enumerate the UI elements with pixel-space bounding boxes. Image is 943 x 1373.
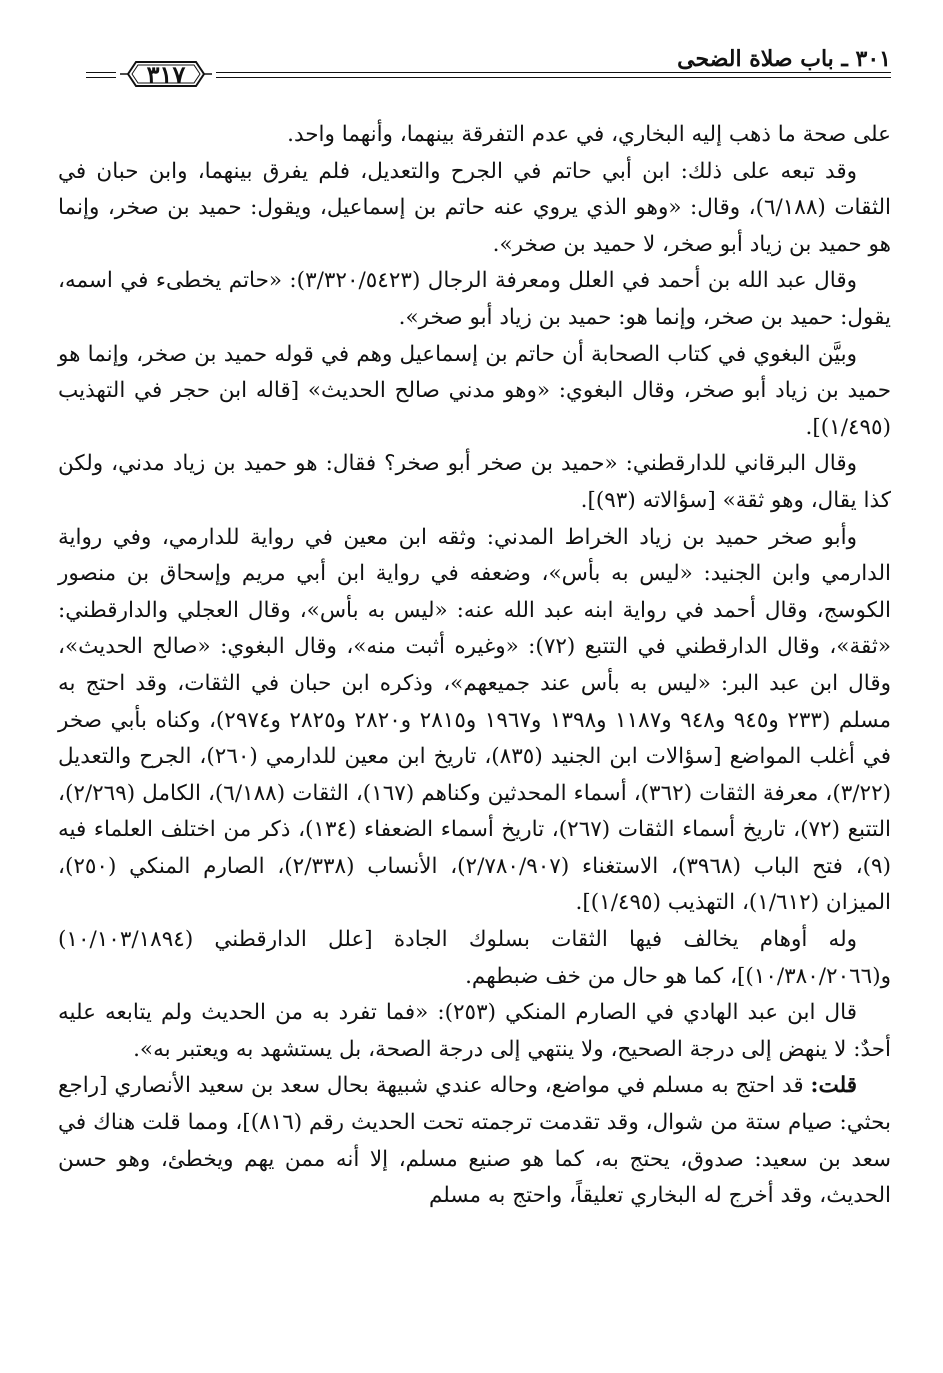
paragraph: وقال البرقاني للدارقطني: «حميد بن صخر أبو صخر؟ فقال: هو حميد بن زياد مدني، ولكن كذا يقال، وهو ثقة» [سؤالاته (٩٣)]. [58,451,891,513]
page-number-badge [118,56,214,92]
main-text [58,117,891,1215]
running-header [86,44,891,89]
paragraph: وقد تبعه على ذلك: ابن أبي حاتم في الجرح والتعديل، فلم يفرق بينهما، وابن حبان في الثقات (٦/١٨٨)، وقال: «وهو الذي يروي عنه حاتم بن إسماعيل، ويقول: حميد بن صخر، وإنما هو حميد بن زياد أبو صخر، لا حميد بن صخر». [58,158,891,257]
header-rule-bottom [216,77,891,78]
paragraph-lead: قلت: [810,1073,857,1099]
paragraph: وأبو صخر حميد بن زياد الخراط المدني: وثقه ابن معين في رواية للدارمي، وفي رواية الدارمي وابن الجنيد: «ليس به بأس»، وضعفه في رواية ابن أبي مريم وإسحاق بن منصور الكوسج، وقال أحمد في رواية ابنه عبد الله عنه: «ليس به بأس»، وقال العجلي والدارقطني: «ثقة»، وقال الدارقطني في التتبع (٧٢): «وغيره أثبت منه»، وقال البغوي: «صالح الحديث»، وقال ابن عبد البر: «ليس به بأس عند جميعهم»، وذكره ابن حبان في الثقات، وقد احتج به مسلم (٢٣٣ و٩٤٥ و٩٤٨ و١١٨٧ و١٣٩٨ و١٩٦٧ و٢٨١٥ و٢٨٢٠ و٢٨٢٥ و٢٩٧٤)، وكناه بأبي صخر في أغلب المواضع [سؤالات ابن الجنيد (٨٣٥)، تاريخ ابن معين للدارمي (٢٦٠)، الجرح والتعديل (٣/٢٢)، معرفة الثقات (٣٦٢)، أسماء المحدثين وكناهم (١٦٧)، الثقات (٦/١٨٨)، الكامل (٢/٢٦٩)، التتبع (٧٢)، تاريخ أسماء الثقات (٢٦٧)، تاريخ أسماء الضعفاء (١٣٤)، ذكر من اختلف العلماء فيه (٩)، فتح الباب (٣٩٦٨)، الاستغناء (٢/٧٨٠/٩٠٧)، الأنساب (٢/٣٣٨)، الصارم المنكي (٢٥٠)، الميزان (١/٦١٢)، التهذيب (١/٤٩٥)]. [58,524,892,916]
paragraph: قال ابن عبد الهادي في الصارم المنكي (٢٥٣): «فما تفرد به من الحديث ولم يتابعه عليه أحدٌ: لا ينهض إلى درجة الصحيح، ولا ينتهي إلى درجة الصحة، بل يستشهد به ويعتبر به». [58,1000,891,1062]
paragraph-qultu [58,1068,891,1214]
header-left-rule-bottom [86,77,116,78]
header-left-rule-top [86,72,116,73]
paragraph-body: قد احتج به مسلم في مواضع، وحاله عندي شبيهة بحال سعد بن سعيد الأنصاري [راجع بحثي: صيام ستة من شوال، وقد تقدمت ترجمته تحت الحديث رقم (٨١٦)]، ومما قلت هناك في سعد بن سعيد: صدوق، يحتج به، كما هو صنيع مسلم، إلا أنه ممن يهم ويخطئ، وهو حسن الحديث، وقد أخرج له البخاري تعليقاً، واحتج به مسلم [58,1073,892,1209]
paragraph: وقال عبد الله بن أحمد في العلل ومعرفة الرجال (٣/٣٢٠/٥٤٢٣): «حاتم يخطىء في اسمه، يقول: حميد بن صخر، وإنما هو: حميد بن زياد أبو صخر». [58,268,891,330]
chapter-title: ٣٠١ ـ باب صلاة الضحى [677,46,891,72]
paragraph: وبيَّن البغوي في كتاب الصحابة أن حاتم بن إسماعيل وهم في قوله حميد بن صخر، وإنما هو حميد بن زياد أبو صخر، وقال البغوي: «وهو مدني صالح الحديث» [قاله ابن حجر في التهذيب (١/٤٩٥)]. [58,341,891,440]
paragraph: وله أوهام يخالف فيها الثقات بسلوك الجادة [علل الدارقطني (١٠/١٠٣/١٨٩٤) و(١٠/٣٨٠/٢٠٦٦)]، كما هو حال من خف ضبطهم. [58,927,891,989]
paragraph: على صحة ما ذهب إليه البخاري، في عدم التفرقة بينهما، وأنهما واحد. [287,122,891,147]
header-rule-top [216,72,891,73]
page-number: ٣١٧ [146,60,186,89]
